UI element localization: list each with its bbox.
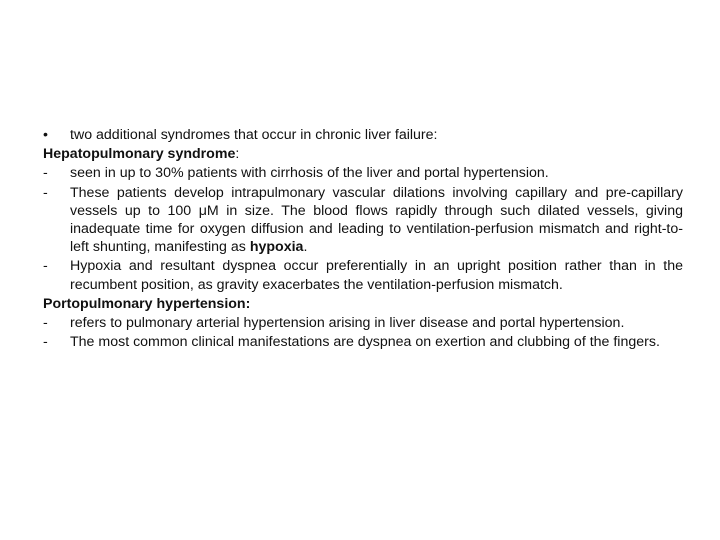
heading-colon: :	[235, 146, 240, 163]
dash-marker: -	[43, 184, 48, 201]
list-item	[43, 314, 683, 332]
slide-body	[43, 126, 683, 351]
dash-marker: -	[43, 334, 48, 351]
list-item-tail: .	[303, 239, 308, 256]
list-item-text: The most common clinical manifestations are dyspnea on exertion and clubbing of the fingers.	[70, 334, 660, 351]
bullet-marker: •	[43, 127, 48, 143]
dash-marker: -	[43, 258, 48, 275]
list-item-text-block	[70, 184, 683, 257]
dash-marker: -	[43, 165, 48, 182]
list-item-text: These patients develop intrapulmonary vascular dilations involving capillary and pre-capillary vessels up to 100 μM in size. The blood flows rapidly through such dilated vessels, giving inadequate time for oxygen diffusion and leading to ventilation-perfusion mismatch and right-to-left shunting, manifesting as	[70, 184, 683, 256]
intro-bullet	[43, 126, 683, 144]
list-item	[43, 333, 683, 351]
list-item	[43, 164, 683, 182]
dash-marker: -	[43, 315, 48, 332]
list-item-text: seen in up to 30% patients with cirrhosis of the liver and portal hypertension.	[70, 165, 549, 182]
heading-text: Hepatopulmonary syndrome	[43, 146, 236, 163]
list-item-text: Hypoxia and resultant dyspnea occur preferentially in an upright position rather than in the recumbent position, as gravity exacerbates the ventilation-perfusion mismatch.	[70, 258, 683, 293]
section-heading-hepatopulmonary	[43, 145, 683, 163]
emphasis-hypoxia: hypoxia	[249, 239, 304, 256]
list-item	[43, 257, 683, 293]
list-item-text: refers to pulmonary arterial hypertension arising in liver disease and portal hypertension.	[70, 315, 625, 332]
list-item	[43, 184, 683, 257]
section-heading-portopulmonary: Portopulmonary hypertension:	[43, 295, 251, 312]
intro-text: two additional syndromes that occur in chronic liver failure:	[70, 127, 438, 143]
